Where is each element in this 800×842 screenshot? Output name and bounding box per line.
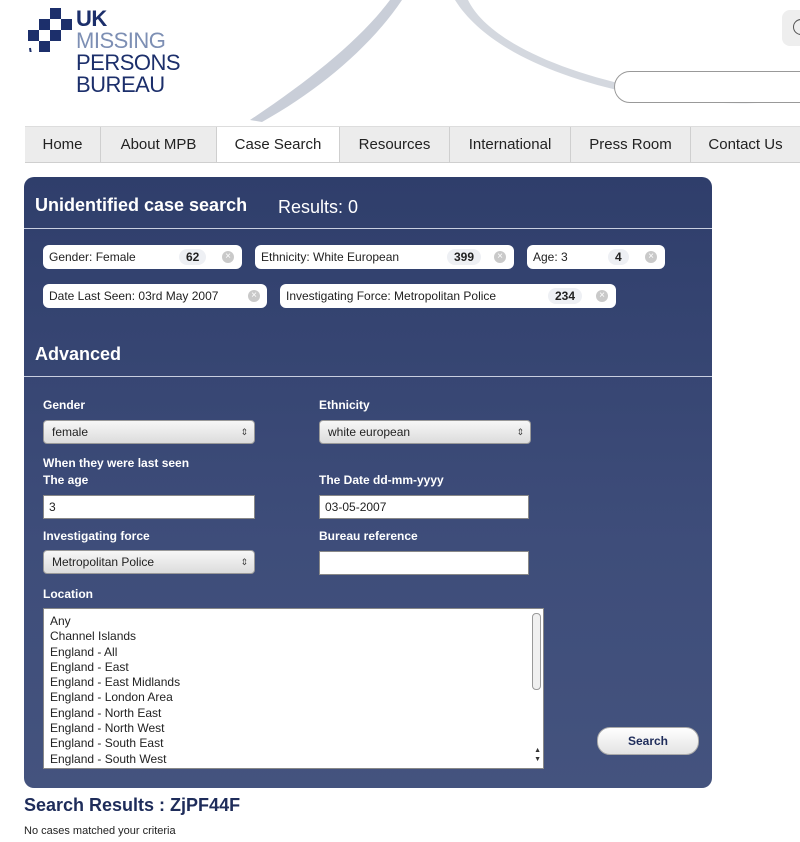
chip-label: Investigating Force: Metropolitan Police <box>286 289 497 303</box>
location-option[interactable]: England - East <box>50 659 129 674</box>
location-option[interactable]: Channel Islands <box>50 629 137 644</box>
nav-about-mpb[interactable]: About MPB <box>101 127 217 162</box>
bureau-label: Bureau reference <box>319 529 418 543</box>
filter-chip-date <box>43 284 267 308</box>
last-seen-label: When they were last seen <box>43 456 190 470</box>
chip-count: 4 <box>608 249 629 265</box>
location-listbox[interactable] <box>43 608 544 769</box>
ethnicity-label: Ethnicity <box>319 398 370 412</box>
age-label: The age <box>43 473 89 487</box>
remove-filter-icon[interactable]: × <box>248 290 260 302</box>
chip-count: 62 <box>179 249 206 265</box>
gender-label: Gender <box>43 398 86 412</box>
logo-line-bureau: BUREAU <box>76 72 165 97</box>
logo-line-uk: UK <box>76 6 107 31</box>
remove-filter-icon[interactable]: × <box>596 290 608 302</box>
remove-filter-icon[interactable]: × <box>222 251 234 263</box>
ethnicity-select[interactable] <box>319 420 531 444</box>
nav-contact-us[interactable]: Contact Us <box>708 136 783 153</box>
nav-press-room[interactable]: Press Room <box>571 127 691 162</box>
main-nav <box>25 126 800 163</box>
logo-line-missing: MISSING <box>76 28 166 53</box>
date-input[interactable]: 03-05-2007 <box>319 495 529 519</box>
filter-chip-age <box>527 245 665 269</box>
site-header <box>0 0 800 125</box>
remove-filter-icon[interactable]: × <box>494 251 506 263</box>
nav-case-search[interactable]: Case Search <box>217 127 340 162</box>
panel-title: Unidentified case search <box>35 195 248 215</box>
nav-home[interactable]: Home <box>25 127 101 162</box>
logo-line-persons: PERSONS <box>76 50 181 75</box>
listbox-scrollbar[interactable] <box>532 613 541 690</box>
gender-value: female <box>52 425 89 439</box>
force-select[interactable] <box>43 550 255 574</box>
location-label: Location <box>43 587 93 601</box>
select-arrows-icon: ⇕ <box>240 427 248 437</box>
location-option[interactable]: England - North West <box>50 721 165 736</box>
filter-chip-gender <box>43 245 242 269</box>
date-label: The Date dd-mm-yyyy <box>319 473 444 487</box>
case-search-panel <box>24 177 712 788</box>
location-option[interactable]: England - London Area <box>50 690 173 705</box>
chip-count: 399 <box>447 249 481 265</box>
site-search-input[interactable] <box>614 71 800 103</box>
advanced-title: Advanced <box>35 344 122 364</box>
chip-count: 234 <box>548 288 582 304</box>
logo-checker-icon <box>26 8 72 52</box>
no-results-message: No cases matched your criteria <box>24 825 176 837</box>
chip-label: Date Last Seen: 03rd May 2007 <box>49 289 219 303</box>
location-option[interactable]: England - All <box>50 644 118 659</box>
filter-chip-ethnicity <box>255 245 514 269</box>
scroll-up-icon[interactable]: ▲ <box>534 747 541 754</box>
location-option[interactable]: England - South East <box>50 736 164 751</box>
filter-chip-force <box>280 284 616 308</box>
logo[interactable] <box>26 8 196 108</box>
age-input[interactable]: 3 <box>43 495 255 519</box>
bureau-reference-input[interactable] <box>319 551 529 575</box>
search-button[interactable]: Search <box>597 727 699 755</box>
force-label: Investigating force <box>43 529 150 543</box>
ethnicity-value: white european <box>328 425 411 439</box>
location-option[interactable]: England - East Midlands <box>50 675 181 690</box>
chip-label: Ethnicity: White European <box>261 250 400 264</box>
gender-select[interactable] <box>43 420 255 444</box>
chip-label: Age: 3 <box>533 250 568 264</box>
nav-resources[interactable]: Resources <box>340 127 450 162</box>
divider <box>24 228 712 229</box>
search-results-title: Search Results : ZjPF44F <box>24 795 241 815</box>
results-count: Results: 0 <box>278 197 359 217</box>
scroll-down-icon[interactable]: ▼ <box>534 756 541 763</box>
select-arrows-icon: ⇕ <box>516 427 524 437</box>
nav-international[interactable]: International <box>450 127 571 162</box>
divider <box>24 376 712 377</box>
select-arrows-icon: ⇕ <box>240 557 248 567</box>
chip-label: Gender: Female <box>49 250 136 264</box>
logo-text <box>76 8 180 96</box>
remove-filter-icon[interactable]: × <box>645 251 657 263</box>
location-option[interactable]: Any <box>50 614 71 628</box>
location-option[interactable]: England - North East <box>50 705 162 720</box>
location-option[interactable]: England - South West <box>50 751 167 766</box>
force-value: Metropolitan Police <box>52 555 155 569</box>
